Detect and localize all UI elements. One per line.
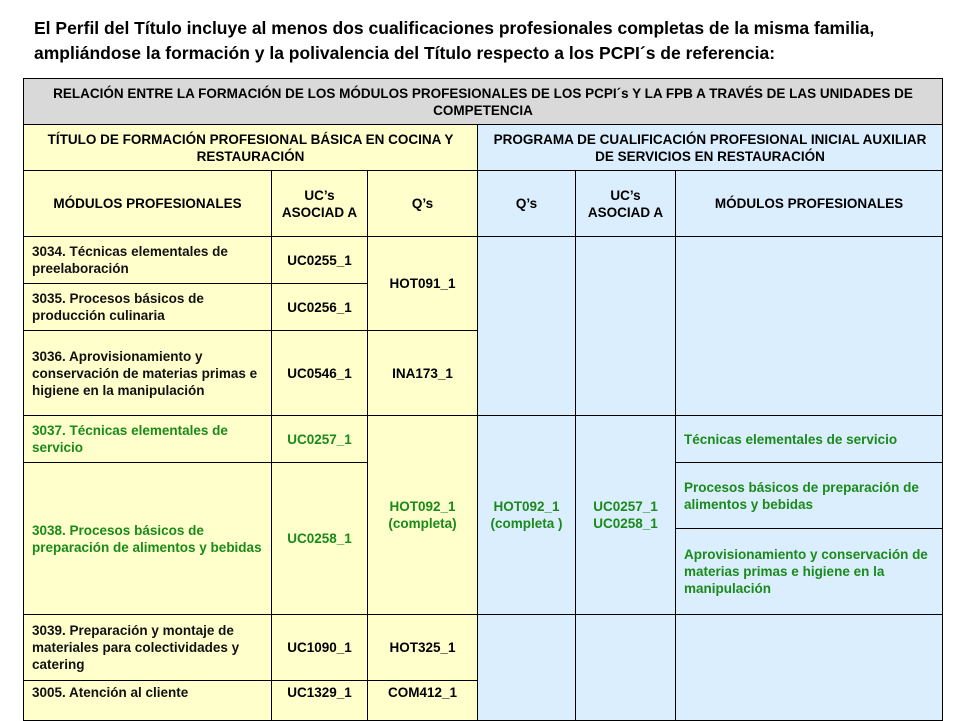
module-cell: 3036. Aprovisionamiento y conservación de materias primas e higiene en la manipulación [24, 331, 272, 416]
empty-right-module-cell [676, 615, 943, 721]
relation-table [23, 78, 943, 721]
table-row [24, 237, 943, 284]
col-header-qs-left: Q’s [368, 171, 478, 237]
table-row [24, 416, 943, 463]
intro-text: El Perfil del Título incluye al menos dos cualificaciones profesionales completas de la misma familia, ampliándose la formación y la polivalencia del Título respecto a los PCPI´s de referencia: [34, 18, 875, 63]
right-program-header: PROGRAMA DE CUALIFICACIÓN PROFESIONAL INICIAL AUXILIAR DE SERVICIOS EN RESTAURACIÓN [478, 125, 943, 171]
q-cell-hot092-left: HOT092_1 (completa) [368, 416, 478, 615]
module-cell: 3039. Preparación y montaje de materiales para colectividades y catering [24, 615, 272, 681]
uc-cell: UC0255_1 [272, 237, 368, 284]
module-cell: 3005. Atención al cliente [24, 681, 272, 721]
empty-right-q-cell [478, 615, 576, 721]
uc-cell-right: UC0257_1 UC0258_1 [576, 416, 676, 615]
col-header-modules-left: MÓDULOS PROFESIONALES [24, 171, 272, 237]
table-row [24, 615, 943, 681]
empty-right-uc-cell [576, 237, 676, 416]
right-module-cell: Aprovisionamiento y conservación de materias primas e higiene en la manipulación [676, 529, 943, 615]
empty-right-module-cell [676, 237, 943, 416]
col-header-modules-right: MÓDULOS PROFESIONALES [676, 171, 943, 237]
uc-cell: UC0256_1 [272, 284, 368, 331]
uc-cell: UC0546_1 [272, 331, 368, 416]
uc-cell: UC1329_1 [272, 681, 368, 721]
uc-cell: UC1090_1 [272, 615, 368, 681]
col-header-qs-right: Q’s [478, 171, 576, 237]
uc-cell: UC0257_1 [272, 416, 368, 463]
q-cell-hot091: HOT091_1 [368, 237, 478, 331]
module-cell: 3034. Técnicas elementales de preelaboración [24, 237, 272, 284]
table-title: RELACIÓN ENTRE LA FORMACIÓN DE LOS MÓDULOS PROFESIONALES DE LOS PCPI´s Y LA FPB A TRAVÉS DE LAS UNIDADES DE COMPETENCIA [24, 79, 943, 125]
module-cell: 3035. Procesos básicos de producción culinaria [24, 284, 272, 331]
empty-right-uc-cell [576, 615, 676, 721]
left-program-header: TÍTULO DE FORMACIÓN PROFESIONAL BÁSICA EN COCINA Y RESTAURACIÓN [24, 125, 478, 171]
uc-cell: UC0258_1 [272, 463, 368, 615]
right-module-cell: Técnicas elementales de servicio [676, 416, 943, 463]
q-cell-hot092-right: HOT092_1 (completa ) [478, 416, 576, 615]
col-header-ucs-left: UC’s ASOCIAD A [272, 171, 368, 237]
q-cell: INA173_1 [368, 331, 478, 416]
q-cell: COM412_1 [368, 681, 478, 721]
q-cell: HOT325_1 [368, 615, 478, 681]
col-header-ucs-right: UC’s ASOCIAD A [576, 171, 676, 237]
module-cell: 3037. Técnicas elementales de servicio [24, 416, 272, 463]
right-module-cell: Procesos básicos de preparación de alimentos y bebidas [676, 463, 943, 529]
module-cell: 3038. Procesos básicos de preparación de alimentos y bebidas [24, 463, 272, 615]
empty-right-q-cell [478, 237, 576, 416]
